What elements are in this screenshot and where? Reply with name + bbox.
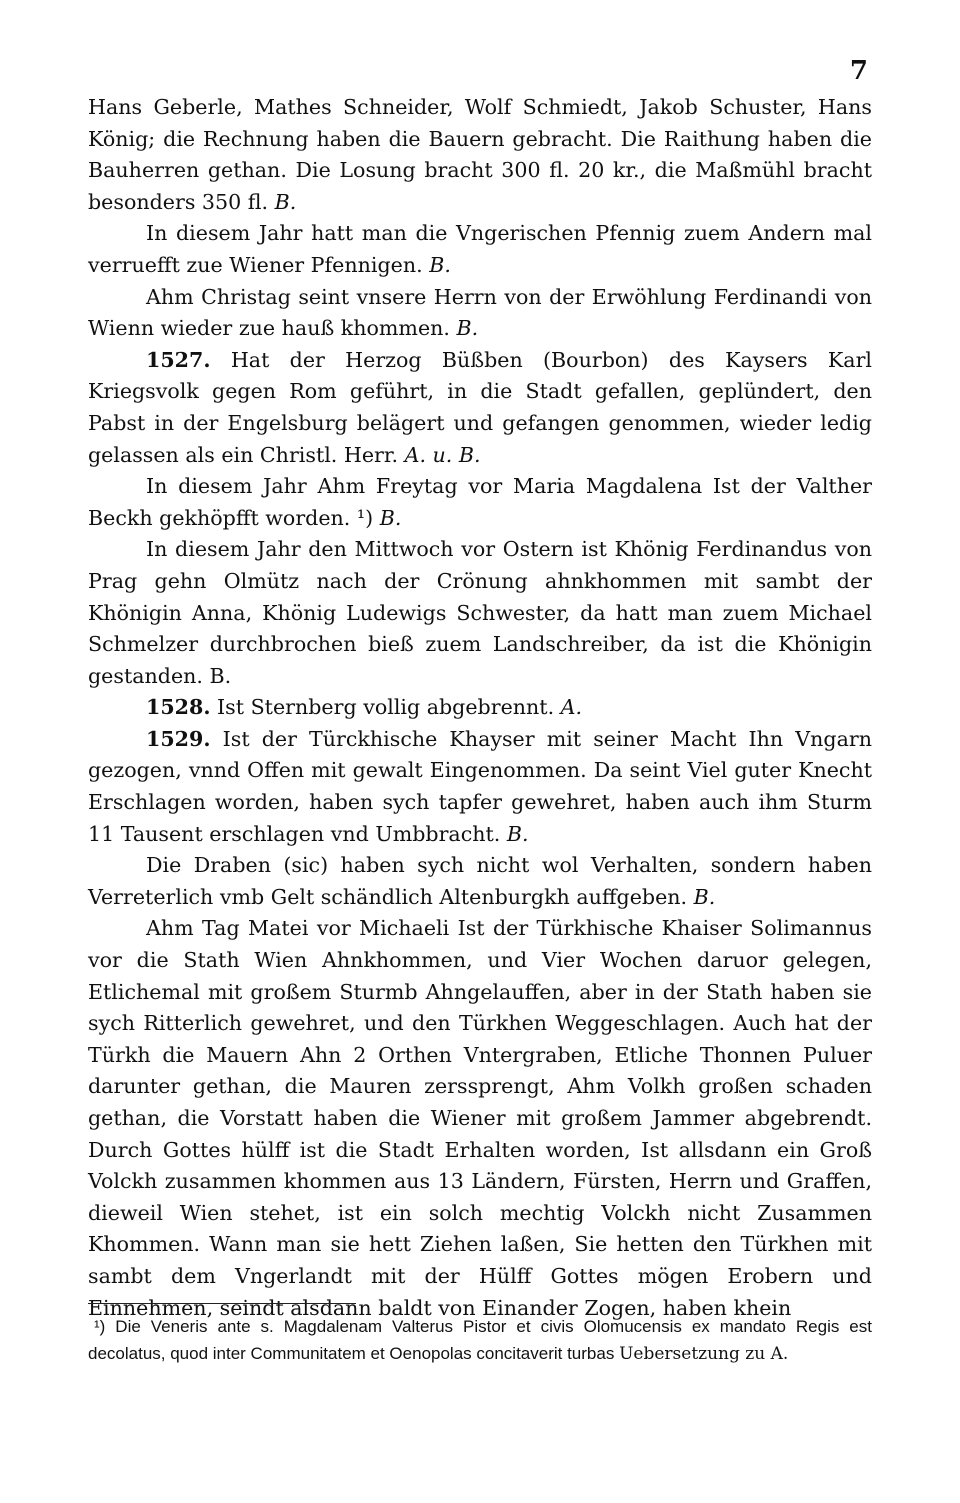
main-text bbox=[88, 92, 872, 1324]
source-siglum: B. bbox=[506, 821, 529, 846]
paragraph-text: Die Draben (sic) haben sych nicht wol Verhalten, sondern haben Verreterlich vmb Gelt schändlich Altenburgkh auffgeben. bbox=[88, 853, 872, 909]
footnote-divider bbox=[88, 1303, 356, 1304]
paragraph bbox=[88, 724, 872, 850]
source-siglum: B. bbox=[379, 505, 402, 530]
paragraph-text: Ist Sternberg vollig abgebrennt. bbox=[217, 695, 555, 720]
footnote-marker: ¹) bbox=[94, 1317, 106, 1336]
paragraph bbox=[88, 282, 872, 345]
page-number: 7 bbox=[849, 56, 868, 86]
year-label: 1529. bbox=[146, 726, 211, 751]
paragraph-text: In diesem Jahr hatt man die Vngerischen Pfennig zuem Andern mal verruefft zue Wiener Pfennigen. bbox=[88, 221, 872, 277]
paragraph-text: Hat der Herzog Büßben (Bourbon) des Kaysers Karl Kriegsvolk gegen Rom geführt, in die Stadt gefallen, geplündert, den Pabst in der Engelsburg belägert und gefangen genommen, wieder ledig gelassen als ein Christl. Herr. bbox=[88, 347, 873, 467]
source-siglum: B. bbox=[456, 316, 479, 341]
paragraph-text: Ist der Türckhische Khayser mit seiner Macht Ihn Vngarn gezogen, vnnd Offen mit gewalt Eingenommen. Da seint Viel guter Knecht Erschlagen worden, haben sych tapfer gewehret, haben auch ihm Sturm 11 Tausent erschlagen vnd Umbbracht. bbox=[88, 726, 873, 846]
source-siglum: A. bbox=[560, 695, 583, 720]
paragraph bbox=[88, 471, 872, 534]
paragraph-text: In diesem Jahr den Mittwoch vor Ostern ist Khönig Ferdinandus von Prag gehn Olmütz nach der Crönung ahnkhommen mit sambt der Khönigin Anna, Khönig Ludewigs Schwester, da hatt man zuem Michael Schmelzer durchbrochen bieß zuem Landschreiber, da ist die Khönigin gestanden. bbox=[88, 537, 872, 688]
paragraph-text: Ahm Tag Matei vor Michaeli Ist der Türkhische Khaiser Solimannus vor die Stath Wien Ahnkhommen, und Vier Wochen daruor gelegen, Etlichemal mit großem Sturmb Ahngelauffen, aber in der Stath haben sie sych Ritterlich gewehret, und den Türkhen Weggeschlagen. Auch hat der Türkh die Mauern Ahn 2 Orthen Vntergraben, Etliche Thonnen Puluer darunter gethan, die Mauren zerssprengt, Ahm Volkh großen schaden gethan, die Vorstatt haben die Wiener mit großem Jammer abgebrendt. Durch Gottes hülff ist die Stadt Erhalten worden, Ist allsdann ein Groß Volckh zusammen khommen aus 13 Ländern, Fürsten, Herrn und Graffen, dieweil Wien stehet, ist ein solch mechtig Volckh nicht Zusammen Khommen. Wann man sie hett Ziehen laßen, Sie hetten den Türkhen mit sambt dem Vngerlandt mit der Hülff Gottes mögen Erobern und Einnehmen, seindt alsdann baldt von Einander Zogen, haben khein bbox=[88, 916, 872, 1320]
footnote-text: Die Veneris ante s. Magdalenam Valterus Pistor et civis Olomucensis ex mandato Regis est decolatus, quod inter Communitatem et Oenopolas concitaverit turbas bbox=[88, 1317, 872, 1363]
source-siglum: A. u. B. bbox=[404, 442, 481, 467]
source-siglum: B. bbox=[274, 189, 297, 214]
paragraph bbox=[88, 850, 872, 913]
year-label: 1527. bbox=[146, 347, 211, 372]
paragraph-text: Hans Geberle, Mathes Schneider, Wolf Schmiedt, Jakob Schuster, Hans König; die Rechnung haben die Bauern gebracht. Die Raithung haben die Bauherren gethan. Die Losung bracht 300 fl. 20 kr., die Maßmühl bracht besonders 350 fl. bbox=[88, 95, 872, 214]
source-siglum: B. bbox=[429, 252, 451, 277]
source-siglum: B. bbox=[209, 663, 232, 688]
footnote-tail: Uebersetzung zu A. bbox=[619, 1344, 789, 1364]
paragraph bbox=[88, 218, 872, 281]
paragraph bbox=[88, 913, 872, 1324]
paragraph-text: Ahm Christag seint vnsere Herrn von der Erwöhlung Ferdinandi von Wienn wieder zue hauß khommen. bbox=[88, 284, 872, 341]
paragraph bbox=[88, 534, 872, 692]
source-siglum: B. bbox=[693, 884, 716, 909]
paragraph bbox=[88, 692, 872, 724]
footnote bbox=[88, 1313, 872, 1368]
paragraph-text: In diesem Jahr Ahm Freytag vor Maria Magdalena Ist der Valther Beckh gekhöpfft worden. ¹) bbox=[88, 474, 872, 530]
year-label: 1528. bbox=[146, 695, 211, 720]
paragraph bbox=[88, 345, 872, 471]
paragraph bbox=[88, 92, 872, 218]
